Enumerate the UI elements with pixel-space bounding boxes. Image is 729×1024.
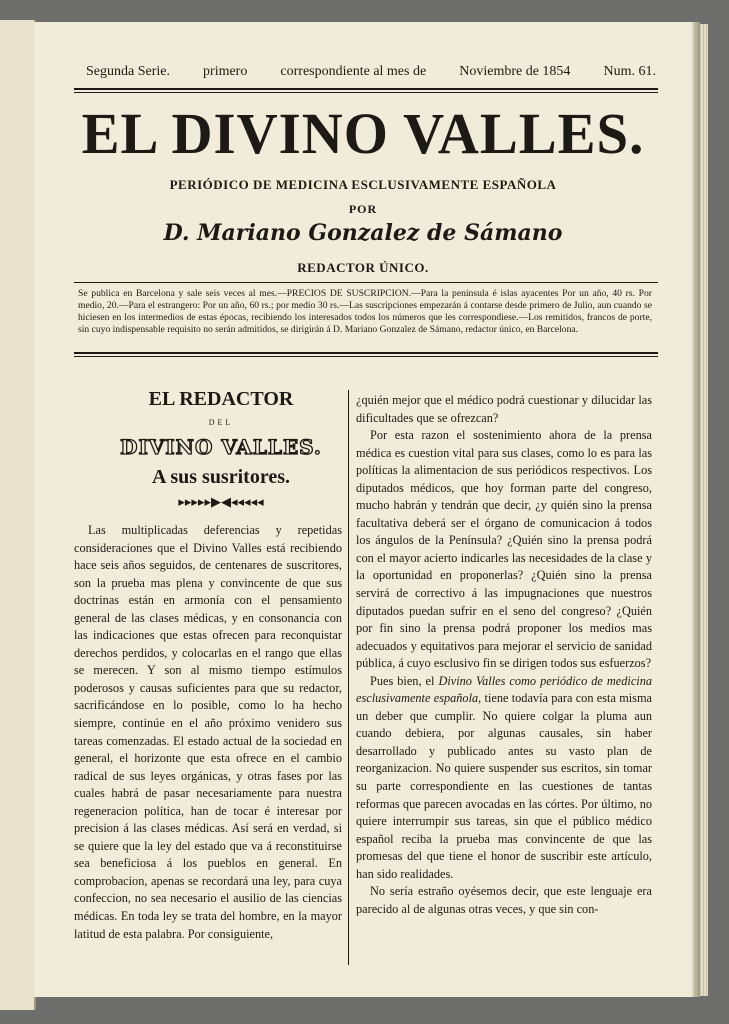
- article-heading-del: DEL: [208, 418, 234, 427]
- right-paragraph-2: Por esta razon el sostenimiento ahora de la prensa médica es cuestion vital para sus clases, como lo es para las políticas la alimentacion de sus periódicos respectivos. Los diputados médicos, que hoy forman parte del congreso, mucho habrán y tendrán que decir, ¿y quién sino la prensa facultativa deberá ser el órgano de comunicacion á todos los ángulos de la Península? ¿Quién sino la prensa podrá con el mayor acierto indicarles las necesidades de la clase y la oportunidad en proponerlas? ¿Quién sino la prensa servirá de correctivo á las impugnaciones que nuestros diputados puedan sufrir en el seno del congreso? ¿Quién por fin sino la prensa podrá proponer los medios mas adecuados y equitativos para mejorar el servicio de sanidad pública, á cuyo esclusivo fin se dirigen todos sus esfuerzos?: [356, 428, 652, 671]
- right-paragraph-1: ¿quién mejor que el médico podrá cuestionar y dilucidar las dificultades que se ofrezcan?: [356, 393, 652, 425]
- page-stack-edge: [692, 24, 708, 996]
- issue-number: Num. 61.: [603, 64, 656, 79]
- right-paragraph-3: [356, 673, 652, 884]
- notice-rule-top: [74, 282, 658, 283]
- masthead-por: POR: [348, 202, 378, 216]
- notice-rule-bottom-2: [74, 356, 658, 357]
- issue-header: [86, 64, 656, 80]
- right-paragraph-4: No sería estraño oyésemos decir, que este lenguaje era parecido al de algunas otras veces, y que sin con-: [356, 884, 652, 916]
- subscription-notice: Se publica en Barcelona y sale seis veces al mes.—PRECIOS DE SUSCRIPCION.—Para la península é islas ayacentes Por un año, 40 rs. Por medio, 20.—Para el estrangero: Por un año, 60 rs.; por medio 30 rs.—Las suscripciones empezarán á contarse desde primero de Julio, aun cuando se hiciesen en los intermedios de estas épocas, recibiendo los interesados todos los números que les correspondiese.—Los remitidos, francos de porte, sin cuyo indispensable requisito no serán admitidos, se dirigirán á D. Mariano Gonzalez de Sámano, redactor único, en Barcelona.: [78, 288, 652, 335]
- serie-label: Segunda Serie.: [86, 64, 170, 79]
- article-heading-subscribers: A sus susritores.: [152, 466, 290, 488]
- notice-rule-bottom-1: [74, 352, 658, 354]
- ornament-divider: ▸▸▸▸▸▶◀◂◂◂◂◂: [178, 494, 264, 509]
- masthead-author: D. Mariano Gonzalez de Sámano: [163, 220, 563, 246]
- newspaper-page: [34, 22, 692, 997]
- primero-label: primero: [203, 64, 248, 79]
- right-paragraph-3-italic: Divino Valles como periódico de medicina esclusivamente española: [356, 673, 652, 706]
- left-column: [74, 522, 342, 943]
- masthead-subtitle: PERIÓDICO DE MEDICINA ESCLUSIVAMENTE ESPAÑOLA: [169, 177, 557, 192]
- correspondiente-label: correspondiente al mes de: [280, 64, 427, 79]
- month-year: Noviembre de 1854: [459, 64, 571, 79]
- masthead-title: EL DIVINO VALLES.: [81, 101, 645, 166]
- left-column-paragraph: Las multiplicadas deferencias y repetidas consideraciones que el Divino Valles está recibiendo hace seis años seguidos, de centenares de suscritores, son la prueba mas plena y convincente de que sus doctrinas están en armonía con el pensamiento general de las clases médicas, y en consonancia con las indicaciones que estas ofrecen para reconquistar derechos perdidos, y colocarlas en el rango que ellas se merecen. Y son al mismo tiempo estímulos poderosos y causas suficientes para que su redactor, sacrificándose en lo posible, como lo ha hecho siempre, continúe en el año próximo venidero sus tareas comenzadas. El estado actual de la sociedad en general, el horizonte que esta ofrece en el cambio radical de sus leyes orgánicas, y otras fases por las cuales habrá de pasar necesariamente para nuestra regeneracion política, han de tocar é interesar por precision á las clases médicas. Así será en verdad, si se quiere que la ley del estado que va á reconstituirse sea beneficiosa á los pueblos en general. En comprobacion, apenas se recordará una ley, para cuya confeccion, no sea necesario el ausilio de las ciencias médicas. En toda ley se trata del hombre, en la mayor latitud de esta palabra. Por consiguiente,: [74, 523, 342, 941]
- right-column: [356, 392, 652, 918]
- facing-page-edge: [0, 20, 36, 1010]
- header-rule-top: [74, 88, 658, 90]
- right-paragraph-3-end: , tiene todavía para con esta misma un deber que cumplir. No quiere colgar la pluma aun cuando debiera, por algunas causales, sin haber desarrollado y publicado antes su vasto plan de reorganizacion. No quiere suspender sus escritos, sin tomar su parte correspondiente en las cuestiones de tantas reformas que parecen avocadas en las córtes. Por último, no quiere interrumpir sus tareas, sin que el público médico español reciba la prueba mas convincente de que las promesas del que tiene el honor de suscribir este artículo, han sido realidades.: [356, 691, 652, 881]
- masthead-role: REDACTOR ÚNICO.: [297, 260, 429, 275]
- article-heading-divino: DIVINO VALLES.: [120, 435, 322, 459]
- right-paragraph-3-start: Pues bien, el: [370, 673, 439, 688]
- article-heading-redactor: EL REDACTOR: [148, 388, 294, 410]
- header-rule-bottom: [74, 92, 658, 93]
- column-divider: [348, 390, 349, 965]
